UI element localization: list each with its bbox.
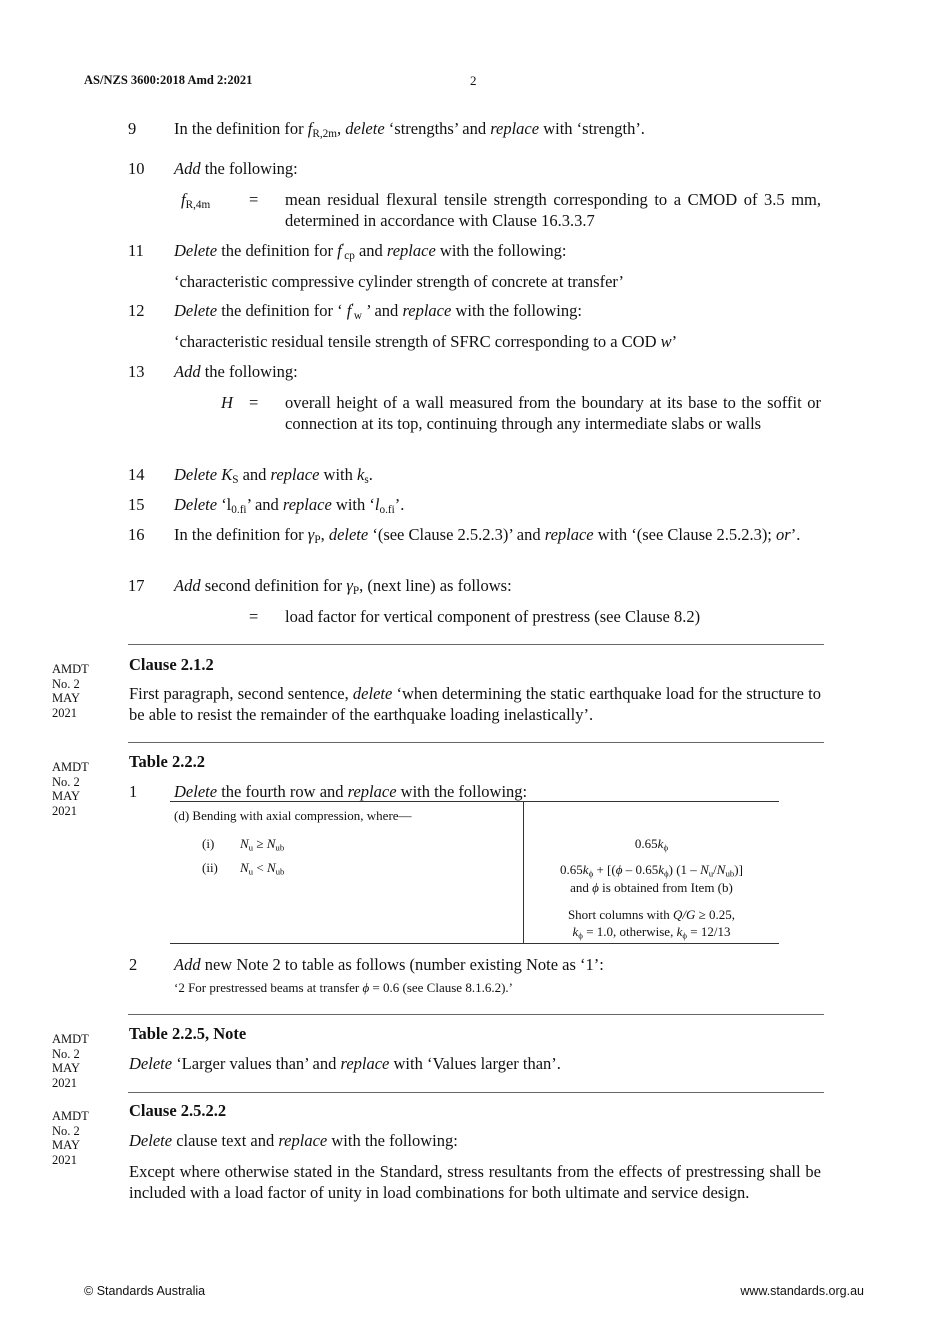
item-number: 1 xyxy=(129,782,138,801)
item-number: 13 xyxy=(128,362,145,381)
item-number: 17 xyxy=(128,576,145,595)
item-number: 15 xyxy=(128,495,145,514)
table-subrow-condition: $N_u < N_{ub}$ xyxy=(240,860,285,877)
definition-text: load factor for vertical component of prestress (see Clause 8.2) xyxy=(285,607,701,626)
page-number: 2 xyxy=(470,73,477,88)
item-9-text: In the definition for $f_{R,2m}$, delete ‘strengths’ and replace with ‘strength’. xyxy=(174,119,645,141)
section-heading: Table 2.2.2 xyxy=(129,752,205,771)
document-id: AS/NZS 3600:2018 Amd 2:2021 xyxy=(84,73,253,87)
section-divider xyxy=(128,1092,824,1093)
amendment-mark: AMDT No. 2 MAY 2021 xyxy=(52,760,89,818)
item-10-text: Add the following: xyxy=(174,159,298,178)
item-number: 2 xyxy=(129,955,138,974)
item-number: 14 xyxy=(128,465,145,484)
table-value: $0.65k_\phi + [(\phi - 0.65k_\phi)$ $(1 - N_u/N_{ub})$] and ϕ is obtained from Item (b) xyxy=(560,862,743,895)
section-heading: Table 2.2.5, Note xyxy=(129,1024,247,1043)
section-divider xyxy=(128,1014,824,1015)
table-222-item-2-text: Add new Note 2 to table as follows (number existing Note as ‘1’: xyxy=(174,955,604,974)
item-13-text: Add the following: xyxy=(174,362,298,381)
item-number: 9 xyxy=(128,119,137,138)
table-222-item-1-text: Delete the fourth row and replace with the following: xyxy=(174,782,528,801)
item-number: 12 xyxy=(128,301,145,320)
item-15-text: Delete ‘$l_{0.fi}$’ and replace with ‘$l_{o.fi}$’. xyxy=(174,495,405,517)
section-heading: Clause 2.5.2.2 xyxy=(129,1101,227,1120)
equals-sign: = xyxy=(249,393,259,412)
table-row-label: (d) Bending with axial compression, where— xyxy=(174,808,412,823)
item-17-text: Add second definition for $\gamma_P$, (next line) as follows: xyxy=(174,576,512,598)
amendment-mark: AMDT No. 2 MAY 2021 xyxy=(52,1109,89,1167)
clause-2522-body: Except where otherwise stated in the Standard, stress resultants from the effects of prestressing shall be included with a load factor of unity in load combinations for both ultimate and service design. xyxy=(129,1162,821,1202)
table-value: $0.65k_\phi$ xyxy=(634,836,669,853)
table-225-text: Delete ‘Larger values than’ and replace with ‘Values larger than’. xyxy=(129,1054,561,1073)
amendment-mark: AMDT No. 2 MAY 2021 xyxy=(52,1032,89,1090)
amendment-mark: AMDT No. 2 MAY 2021 xyxy=(52,662,89,720)
table-value: Short columns with Q/G ≥ 0.25, $k_\phi = 1.0$, otherwise, $k_\phi = 12/13$ xyxy=(567,907,736,941)
copyright-icon: © xyxy=(84,1284,94,1298)
section-divider xyxy=(128,644,824,645)
definition-text: mean residual flexural tensile strength corresponding to a CMOD of 3.5 mm, determined in accordance with Clause 16.3.3.7 xyxy=(285,190,821,230)
table-note-text: ‘2 For prestressed beams at transfer ϕ = 0.6 (see Clause 8.1.6.2).’ xyxy=(174,980,513,995)
equals-sign: = xyxy=(249,607,259,626)
table-subrow-number: (i) xyxy=(202,836,215,851)
footer-copyright: © Standards Australia xyxy=(84,1284,206,1298)
definition-text: overall height of a wall measured from the boundary at its base to the soffit or connection at its top, continuing through any intermediate slabs or walls xyxy=(285,393,821,433)
item-12-quote: ‘characteristic residual tensile strength of SFRC corresponding to a COD w’ xyxy=(174,332,678,351)
footer-website[interactable]: www.standards.org.au xyxy=(740,1284,864,1298)
section-divider xyxy=(128,742,824,743)
item-number: 16 xyxy=(128,525,145,544)
item-number: 10 xyxy=(128,159,145,178)
item-14-text: Delete $K_S$ and replace with $k_s$. xyxy=(174,465,373,487)
item-16-text: In the definition for $\gamma_P$, delete ‘(see Clause 2.5.2.3)’ and replace with ‘(see Clause 2.5.2.3); or’. xyxy=(174,525,801,547)
definition-symbol: $f_{R,4m}$ xyxy=(181,190,211,212)
equals-sign: = xyxy=(249,190,259,209)
clause-212-text: First paragraph, second sentence, delete ‘when determining the static earthquake load for the structure to be able to resist the remainder of the earthquake loading inelastically’. xyxy=(129,684,821,724)
item-number: 11 xyxy=(128,241,144,260)
replacement-table xyxy=(170,801,779,944)
item-12-text: Delete the definition for ‘ $f'_w$ ’ and replace with the following: xyxy=(174,301,582,323)
definition-symbol: H xyxy=(221,393,233,412)
item-11-quote: ‘characteristic compressive cylinder strength of concrete at transfer’ xyxy=(174,272,625,291)
table-subrow-condition: $N_u \ge N_{ub}$ xyxy=(240,836,285,853)
clause-2522-instruction: Delete clause text and replace with the following: xyxy=(129,1131,458,1150)
item-11-text: Delete the definition for $f'_{cp}$ and replace with the following: xyxy=(174,241,567,263)
section-heading: Clause 2.1.2 xyxy=(129,655,214,674)
table-subrow-number: (ii) xyxy=(202,860,218,875)
